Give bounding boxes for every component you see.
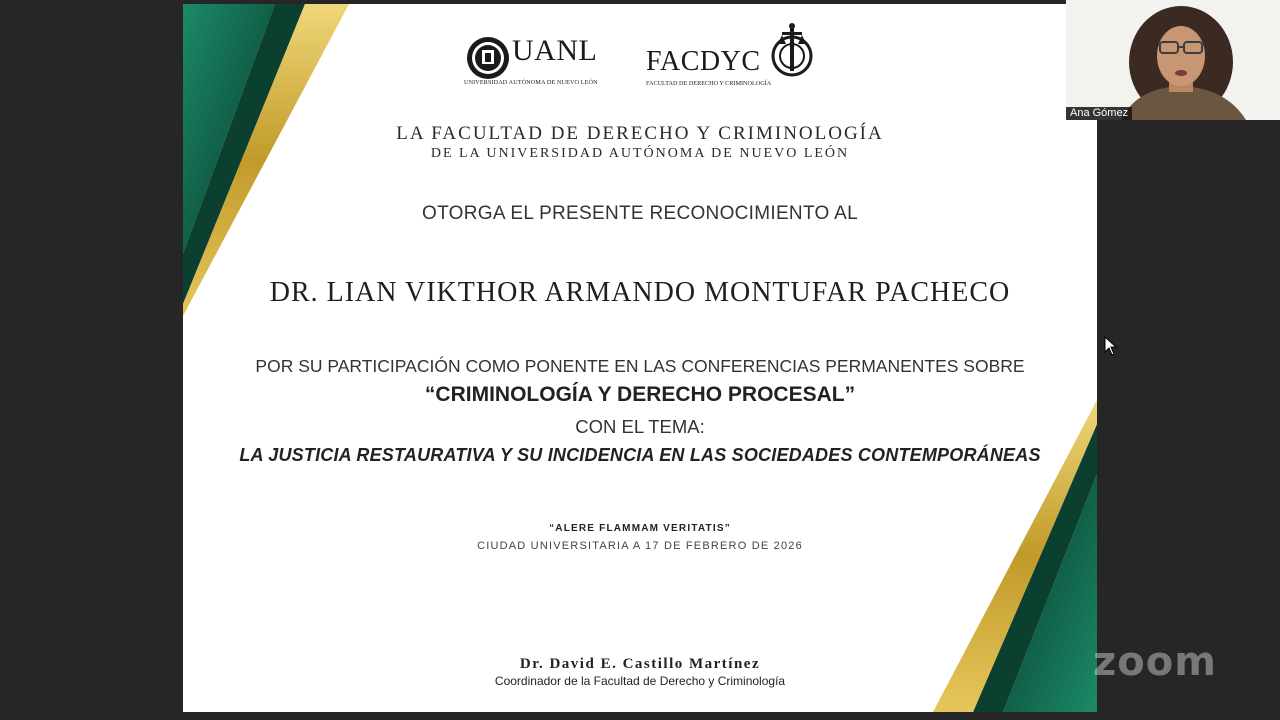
topic-label: CON EL TEMA: [575, 416, 705, 437]
uanl-logo-subtitle: UNIVERSIDAD AUTÓNOMA DE NUEVO LEÓN [464, 79, 598, 86]
facdyc-logo-subtitle: FACULTAD DE DERECHO Y CRIMINOLOGÍA [646, 80, 772, 87]
mouse-cursor-icon [1104, 336, 1118, 356]
recipient-name: DR. LIAN VIKTHOR ARMANDO MONTUFAR PACHECO [269, 277, 1011, 308]
facdyc-logo-text: FACDYC [646, 46, 761, 77]
topic-title: LA JUSTICIA RESTAURATIVA Y SU INCIDENCIA EN LAS SOCIEDADES CONTEMPORÁNEAS [239, 445, 1041, 465]
participant-video [1066, 0, 1280, 120]
shared-screen-slide [183, 4, 1097, 712]
logos-header [183, 22, 1097, 94]
uanl-logo [464, 22, 596, 94]
faculty-line-1: LA FACULTAD DE DERECHO Y CRIMINOLOGÍA [396, 123, 884, 144]
participant-video-tile[interactable] [1066, 0, 1280, 120]
faculty-line-2: DE LA UNIVERSIDAD AUTÓNOMA DE NUEVO LEÓN [430, 146, 850, 161]
uanl-logo-text: UANL [512, 34, 598, 67]
zoom-watermark: zoom [1093, 639, 1217, 685]
signer-title: Coordinador de la Facultad de Derecho y Criminología [494, 674, 786, 688]
uanl-seal-icon [466, 36, 510, 80]
motto: “ALERE FLAMMAM VERITATIS” [549, 523, 731, 534]
series-title: “CRIMINOLOGÍA Y DERECHO PROCESAL” [424, 383, 856, 406]
participation-text: POR SU PARTICIPACIÓN COMO PONENTE EN LAS CONFERENCIAS PERMANENTES SOBRE [255, 356, 1025, 376]
place-date: CIUDAD UNIVERSITARIA A 17 DE FEBRERO DE 2026 [477, 540, 803, 552]
signer-name: Dr. David E. Castillo Martínez [519, 656, 761, 672]
facdyc-logo [646, 22, 826, 94]
participant-name-tag: Ana Gómez [1066, 107, 1132, 120]
facdyc-emblem-icon [768, 22, 816, 82]
grant-text: OTORGA EL PRESENTE RECONOCIMIENTO AL [422, 203, 858, 224]
